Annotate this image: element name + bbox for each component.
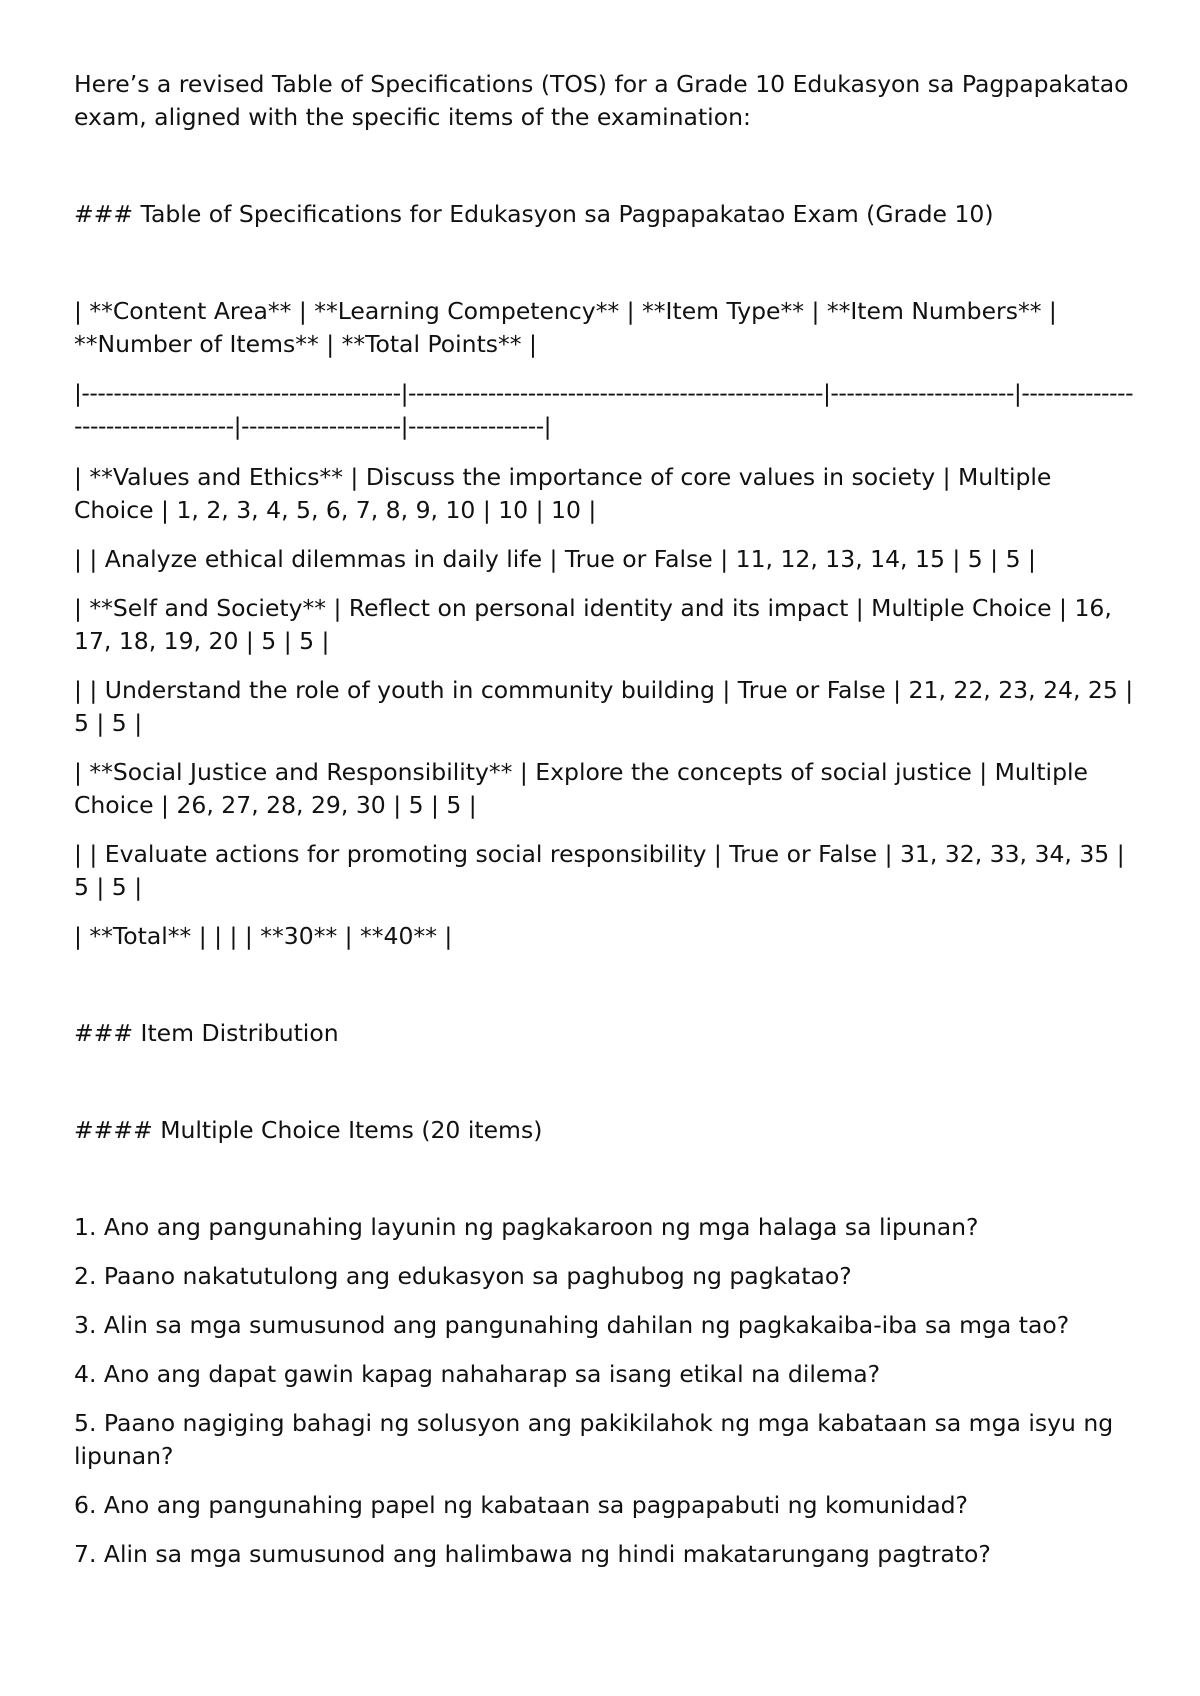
table-row: | **Social Justice and Responsibility** | Explore the concepts of social justice | Multiple Choice | 26, 27, 28, 29, 30 | 5 | 5 | xyxy=(74,758,1088,819)
list-item: 2. Paano nakatutulong ang edukasyon sa paghubog ng pagkatao? xyxy=(74,1262,852,1290)
list-item: 6. Ano ang pangunahing papel ng kabataan sa pagpapabuti ng komunidad? xyxy=(74,1491,969,1519)
tos-heading: ### Table of Specifications for Edukasyon sa Pagpapakatao Exam (Grade 10) xyxy=(74,200,994,228)
table-row: | **Values and Ethics** | Discuss the importance of core values in society | Multiple Choice | 1, 2, 3, 4, 5, 6, 7, 8, 9, 10 | 10 | 10 | xyxy=(74,463,1052,524)
question-list xyxy=(74,1211,1134,1571)
list-item: 5. Paano nagiging bahagi ng solusyon ang pakikilahok ng mga kabataan sa mga isyu ng lipunan? xyxy=(74,1409,1114,1470)
list-item: 1. Ano ang pangunahing layunin ng pagkakaroon ng mga halaga sa lipunan? xyxy=(74,1213,979,1241)
document-page xyxy=(74,68,1134,1587)
list-item: 3. Alin sa mga sumusunod ang pangunahing dahilan ng pagkakaiba-iba sa mga tao? xyxy=(74,1311,1070,1339)
list-item: 7. Alin sa mga sumusunod ang halimbawa ng hindi makatarungang pagtrato? xyxy=(74,1540,991,1568)
tos-table-text xyxy=(74,295,1134,953)
table-row: | | Analyze ethical dilemmas in daily life | True or False | 11, 12, 13, 14, 15 | 5 | 5 | xyxy=(74,545,1036,573)
list-item: 4. Ano ang dapat gawin kapag nahaharap sa isang etikal na dilema? xyxy=(74,1360,881,1388)
table-header-row: | **Content Area** | **Learning Competency** | **Item Type** | **Item Numbers** | **Number of Items** | **Total Points** | xyxy=(74,297,1057,358)
table-row: | | Understand the role of youth in community building | True or False | 21, 22, 23, 24, 25 | 5 | 5 | xyxy=(74,676,1134,737)
multiple-choice-heading: #### Multiple Choice Items (20 items) xyxy=(74,1116,543,1144)
item-distribution-heading: ### Item Distribution xyxy=(74,1019,339,1047)
table-separator-row: |----------------------------------------|----------------------------------------------------|-----------------------|----------------------------------|--------------------|-----------------| xyxy=(74,379,1134,440)
intro-paragraph: Here’s a revised Table of Specifications (TOS) for a Grade 10 Edukasyon sa Pagpapakatao exam, aligned with the specific items of the examination: xyxy=(74,70,1129,131)
table-row: | **Self and Society** | Reflect on personal identity and its impact | Multiple Choice | 16, 17, 18, 19, 20 | 5 | 5 | xyxy=(74,594,1112,655)
table-row: | | Evaluate actions for promoting social responsibility | True or False | 31, 32, 33, 34, 35 | 5 | 5 | xyxy=(74,840,1125,901)
table-total-row: | **Total** | | | | **30** | **40** | xyxy=(74,922,453,950)
